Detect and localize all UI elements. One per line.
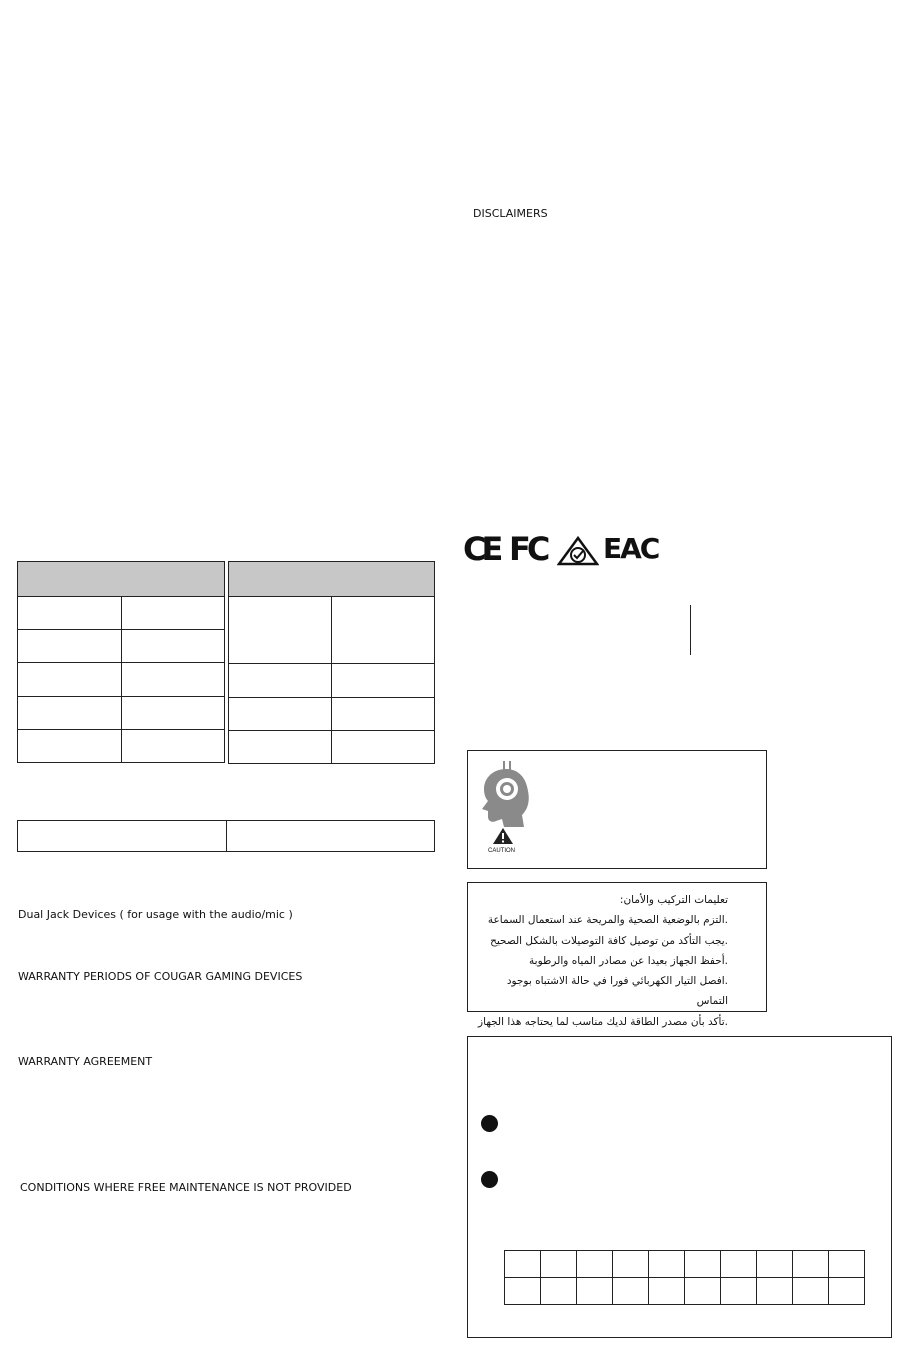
spec-table-right: [228, 561, 435, 764]
arabic-line: .تأكد بأن مصدر الطاقة لديك مناسب لما يحتاجه هذا الجهاز: [478, 1015, 728, 1028]
compliance-box: [467, 1036, 892, 1338]
ce-mark-icon: CE: [463, 530, 499, 568]
conditions-heading: CONDITIONS WHERE FREE MAINTENANCE IS NOT PROVIDED: [20, 1181, 352, 1194]
warranty-periods-heading: WARRANTY PERIODS OF COUGAR GAMING DEVICES: [18, 970, 303, 983]
eac-mark-icon: EAC: [603, 532, 659, 565]
table-header-cell: [18, 562, 225, 597]
compliance-grid: [504, 1250, 865, 1305]
connector-table: [17, 820, 435, 852]
warranty-agreement-heading: WARRANTY AGREEMENT: [18, 1055, 153, 1068]
bullet-dot-icon: [481, 1115, 498, 1132]
arabic-line: .التزم بالوضعية الصحية والمريحة عند استعمال السماعة: [487, 914, 728, 927]
arabic-line: تعليمات التركيب والأمان:: [619, 894, 728, 906]
caution-label: CAUTION: [488, 848, 515, 854]
headphone-head-icon: [480, 759, 530, 827]
dual-jack-heading: Dual Jack Devices ( for usage with the audio/mic ): [18, 908, 293, 921]
bullet-dot-icon: [481, 1171, 498, 1188]
fcc-mark-icon: FC: [509, 530, 547, 568]
certification-marks: [463, 530, 659, 568]
divider-line: [690, 605, 691, 655]
caution-warning-icon: [492, 827, 514, 845]
arabic-instructions-box: [467, 882, 767, 1028]
table-header-cell: [229, 562, 435, 597]
spec-table-left: [17, 561, 225, 763]
rcm-mark-icon: [557, 536, 599, 566]
arabic-line: .افصل التيار الكهربائي فورا في حالة الاشتباه بوجود التماس: [506, 975, 728, 1008]
disclaimers-heading: DISCLAIMERS: [473, 207, 548, 220]
arabic-line: .يجب التأكد من توصيل كافة التوصيلات بالشكل الصحيح: [490, 934, 728, 947]
arabic-line: .أحفظ الجهاز بعيدا عن مصادر المياه والرطوبة: [529, 954, 728, 967]
caution-box: [467, 750, 767, 869]
